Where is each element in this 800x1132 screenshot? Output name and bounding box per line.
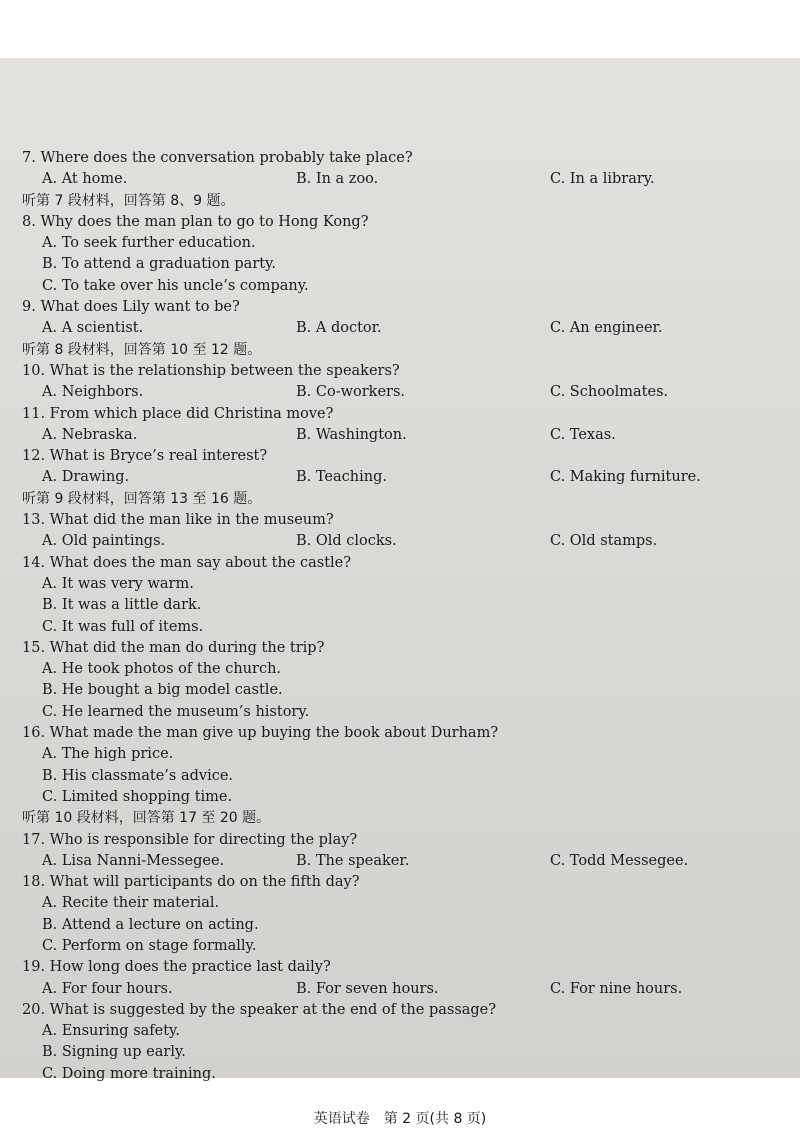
- option-row: [22, 659, 782, 680]
- option-row: [22, 617, 782, 638]
- option-text: A. Recite their material.: [42, 895, 220, 912]
- option-a: A. For four hours.: [42, 980, 173, 997]
- question-text: 9. What does Lily want to be?: [22, 299, 240, 316]
- option-text: B. Attend a lecture on acting.: [42, 916, 259, 933]
- option-text: B. He bought a big model castle.: [42, 682, 283, 699]
- option-row: [22, 382, 782, 403]
- option-row: [22, 425, 782, 446]
- option-row: [22, 467, 782, 488]
- section-instruction: [22, 489, 782, 510]
- option-c: C. For nine hours.: [550, 980, 683, 997]
- question: [22, 446, 782, 467]
- option-c: C. Schoolmates.: [550, 384, 669, 401]
- option-row: [22, 766, 782, 787]
- option-row: [22, 1042, 782, 1063]
- question-text: 18. What will participants do on the fifth day?: [22, 874, 360, 891]
- option-b: B. A doctor.: [296, 320, 382, 337]
- question: [22, 212, 782, 233]
- exam-page: [0, 58, 800, 1127]
- option-row: [22, 595, 782, 616]
- option-c: C. In a library.: [550, 171, 655, 188]
- option-text: C. It was full of items.: [42, 618, 204, 635]
- option-b: B. Co-workers.: [296, 384, 406, 401]
- option-row: [22, 318, 782, 339]
- section-instruction-text: 听第 9 段材料，回答第 13 至 16 题。: [22, 490, 262, 507]
- question-text: 13. What did the man like in the museum?: [22, 512, 334, 529]
- option-text: C. To take over his uncle’s company.: [42, 277, 309, 294]
- page-footer: 英语试卷 第 2 页(共 8 页): [313, 1111, 487, 1127]
- option-c: C. Texas.: [550, 426, 616, 443]
- question-text: 16. What made the man give up buying the book about Durham?: [22, 725, 499, 742]
- option-b: B. Teaching.: [296, 469, 387, 486]
- option-a: A. Old paintings.: [42, 533, 166, 550]
- option-text: A. The high price.: [42, 746, 174, 763]
- option-c: C. Making furniture.: [550, 469, 701, 486]
- option-a: A. A scientist.: [42, 320, 144, 337]
- section-instruction: [22, 191, 782, 212]
- question: [22, 404, 782, 425]
- option-b: B. For seven hours.: [296, 980, 439, 997]
- option-b: B. Old clocks.: [296, 533, 397, 550]
- option-text: B. To attend a graduation party.: [42, 256, 276, 273]
- option-row: [22, 851, 782, 872]
- option-text: B. Signing up early.: [42, 1044, 186, 1061]
- option-text: C. Perform on stage formally.: [42, 937, 257, 954]
- question: [22, 638, 782, 659]
- question-text: 7. Where does the conversation probably take place?: [22, 150, 413, 166]
- option-row: [22, 1021, 782, 1042]
- listening-questions: [22, 148, 782, 1085]
- option-c: C. Old stamps.: [550, 533, 658, 550]
- section-instruction: [22, 340, 782, 361]
- option-b: B. The speaker.: [296, 852, 410, 869]
- option-row: [22, 936, 782, 957]
- section-instruction-text: 听第 7 段材料，回答第 8、9 题。: [22, 192, 235, 209]
- option-row: [22, 744, 782, 765]
- question: [22, 148, 782, 169]
- question-text: 17. Who is responsible for directing the play?: [22, 831, 358, 848]
- option-text: C. Doing more training.: [42, 1065, 216, 1082]
- question-text: 10. What is the relationship between the speakers?: [22, 362, 400, 379]
- section-instruction-text: 听第 8 段材料，回答第 10 至 12 题。: [22, 341, 262, 358]
- question-text: 15. What did the man do during the trip?: [22, 639, 325, 656]
- option-text: B. It was a little dark.: [42, 597, 202, 614]
- option-row: [22, 276, 782, 297]
- question: [22, 872, 782, 893]
- option-row: [22, 233, 782, 254]
- question: [22, 830, 782, 851]
- section-instruction-text: 听第 10 段材料，回答第 17 至 20 题。: [22, 810, 271, 827]
- question: [22, 723, 782, 744]
- question-text: 20. What is suggested by the speaker at the end of the passage?: [22, 1001, 497, 1018]
- option-row: [22, 254, 782, 275]
- option-text: B. His classmate’s advice.: [42, 767, 234, 784]
- option-c: C. An engineer.: [550, 320, 663, 337]
- option-a: A. At home.: [42, 171, 128, 188]
- option-text: C. He learned the museum’s history.: [42, 703, 310, 720]
- option-row: [22, 1064, 782, 1085]
- question: [22, 361, 782, 382]
- question: [22, 553, 782, 574]
- option-text: A. Ensuring safety.: [42, 1023, 180, 1040]
- option-text: A. He took photos of the church.: [42, 661, 282, 678]
- question-text: 8. Why does the man plan to go to Hong Kong?: [22, 213, 369, 230]
- option-row: [22, 574, 782, 595]
- option-b: B. Washington.: [296, 426, 407, 443]
- option-text: C. Limited shopping time.: [42, 788, 233, 805]
- option-text: A. It was very warm.: [42, 575, 194, 592]
- option-row: [22, 915, 782, 936]
- option-row: [22, 169, 782, 190]
- question: [22, 297, 782, 318]
- option-row: [22, 979, 782, 1000]
- option-c: C. Todd Messegee.: [550, 852, 689, 869]
- option-row: [22, 893, 782, 914]
- question-text: 19. How long does the practice last daily?: [22, 959, 331, 976]
- question: [22, 510, 782, 531]
- option-row: [22, 680, 782, 701]
- question-text: 11. From which place did Christina move?: [22, 405, 334, 422]
- option-text: A. To seek further education.: [42, 235, 256, 252]
- option-a: A. Neighbors.: [42, 384, 144, 401]
- option-a: A. Lisa Nanni-Messegee.: [42, 852, 225, 869]
- question: [22, 1000, 782, 1021]
- option-row: [22, 531, 782, 552]
- option-a: A. Drawing.: [42, 469, 130, 486]
- section-instruction: [22, 808, 782, 829]
- question: [22, 957, 782, 978]
- option-a: A. Nebraska.: [42, 426, 138, 443]
- question-text: 12. What is Bryce’s real interest?: [22, 448, 268, 465]
- option-b: B. In a zoo.: [296, 171, 379, 188]
- option-row: [22, 787, 782, 808]
- question-text: 14. What does the man say about the castle?: [22, 554, 352, 571]
- option-row: [22, 702, 782, 723]
